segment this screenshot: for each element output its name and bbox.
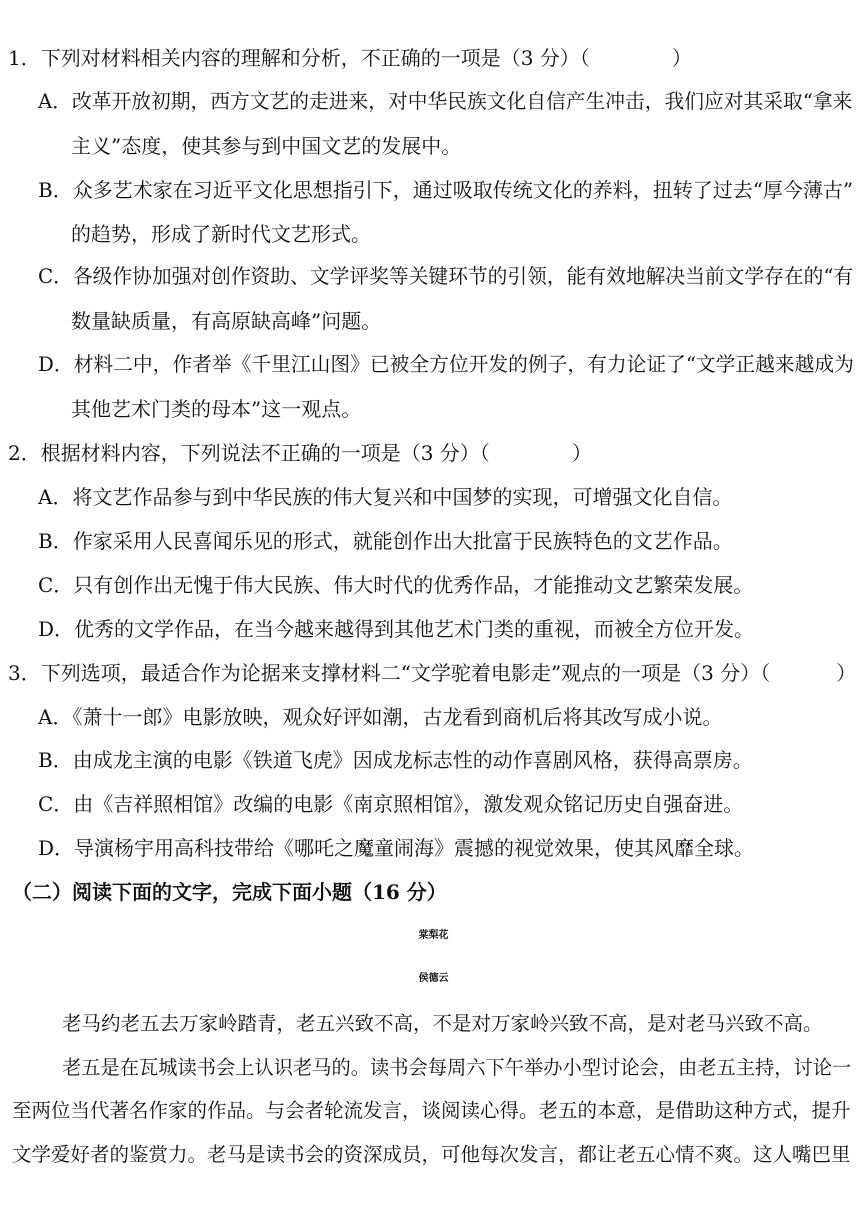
q1-option-b-line2: 的趋势，形成了新时代文艺形式。 [71, 222, 371, 246]
question-3-stem [8, 660, 856, 686]
story-paragraph-2-line1: 老五是在瓦城读书会上认识老马的。读书会每周六下午举办小型讨论会，由老五主持，讨论一 [62, 1056, 852, 1079]
q2-option-a: A．将文艺作品参与到中华民族的伟大复兴和中国梦的实现，可增强文化自信。 [38, 485, 733, 509]
q1-option-c-line1: C．各级作协加强对创作资助、文学评奖等关键环节的引领，能有效地解决当前文学存在的“有 [38, 265, 854, 288]
question-2-close: ） [571, 441, 592, 465]
story-paragraph-1: 老马约老五去万家岭踏青，老五兴致不高，不是对万家岭兴致不高，是对老马兴致不高。 [62, 1012, 823, 1035]
story-author: 侯德云 [418, 973, 449, 984]
question-1-text: 1．下列对材料相关内容的理解和分析，不正确的一项是（3 分）（ [8, 46, 590, 70]
story-paragraph-2-line3: 文学爱好者的鉴赏力。老马是读书会的资深成员，可他每次发言，都让老五心情不爽。这人嘴巴里 [12, 1143, 851, 1166]
q2-option-b: B．作家采用人民喜闻乐见的形式，就能创作出大批富于民族特色的文艺作品。 [38, 529, 733, 553]
q3-option-c: C．由《吉祥照相馆》改编的电影《南京照相馆》，激发观众铭记历史自强奋进。 [38, 792, 744, 816]
q1-option-b-line1: B．众多艺术家在习近平文化思想指引下，通过吸取传统文化的养料，扭转了过去“厚今薄古” [38, 178, 854, 202]
q2-option-c: C．只有创作出无愧于伟大民族、伟大时代的优秀作品，才能推动文艺繁荣发展。 [38, 573, 754, 597]
question-1-stem [8, 45, 692, 71]
q1-option-a-line1: A．改革开放初期，西方文艺的走进来，对中华民族文化自信产生冲击，我们应对其采取“拿来 [38, 90, 853, 113]
q1-option-a-line2: 主义”态度，使其参与到中国文艺的发展中。 [71, 134, 462, 158]
question-1-close: ） [671, 46, 692, 70]
question-2-text: 2．根据材料内容，下列说法不正确的一项是（3 分）（ [8, 441, 490, 465]
story-paragraph-2-line2: 至两位当代著名作家的作品。与会者轮流发言，谈阅读心得。老五的本意，是借助这种方式，提升 [12, 1099, 851, 1122]
question-2-stem [8, 440, 592, 466]
section-2-heading: （二）阅读下面的文字，完成下面小题（16 分） [12, 880, 447, 904]
q3-option-d: D．导演杨宇用高科技带给《哪吒之魔童闹海》震撼的视觉效果，使其风靡全球。 [38, 836, 755, 860]
question-3-text: 3．下列选项，最适合作为论据来支撑材料二“文学驼着电影走”观点的一项是（3 分）（ [8, 661, 771, 685]
story-title: 棠梨花 [418, 930, 449, 941]
q3-option-a: A．《萧十一郎》电影放映，观众好评如潮，古龙看到商机后将其改写成小说。 [38, 705, 723, 729]
q1-option-c-line2: 数量缺质量，有高原缺高峰”问题。 [71, 309, 382, 333]
q1-option-d-line2: 其他艺术门类的母本”这一观点。 [71, 397, 362, 421]
q2-option-d: D．优秀的文学作品，在当今越来越得到其他艺术门类的重视，而被全方位开发。 [38, 617, 755, 641]
question-3-close: ） [836, 661, 857, 685]
q3-option-b: B．由成龙主演的电影《铁道飞虎》因成龙标志性的动作喜剧风格，获得高票房。 [38, 748, 753, 772]
q1-option-d-line1: D．材料二中，作者举《千里江山图》已被全方位开发的例子，有力论证了“文学正越来越成为 [38, 353, 854, 376]
